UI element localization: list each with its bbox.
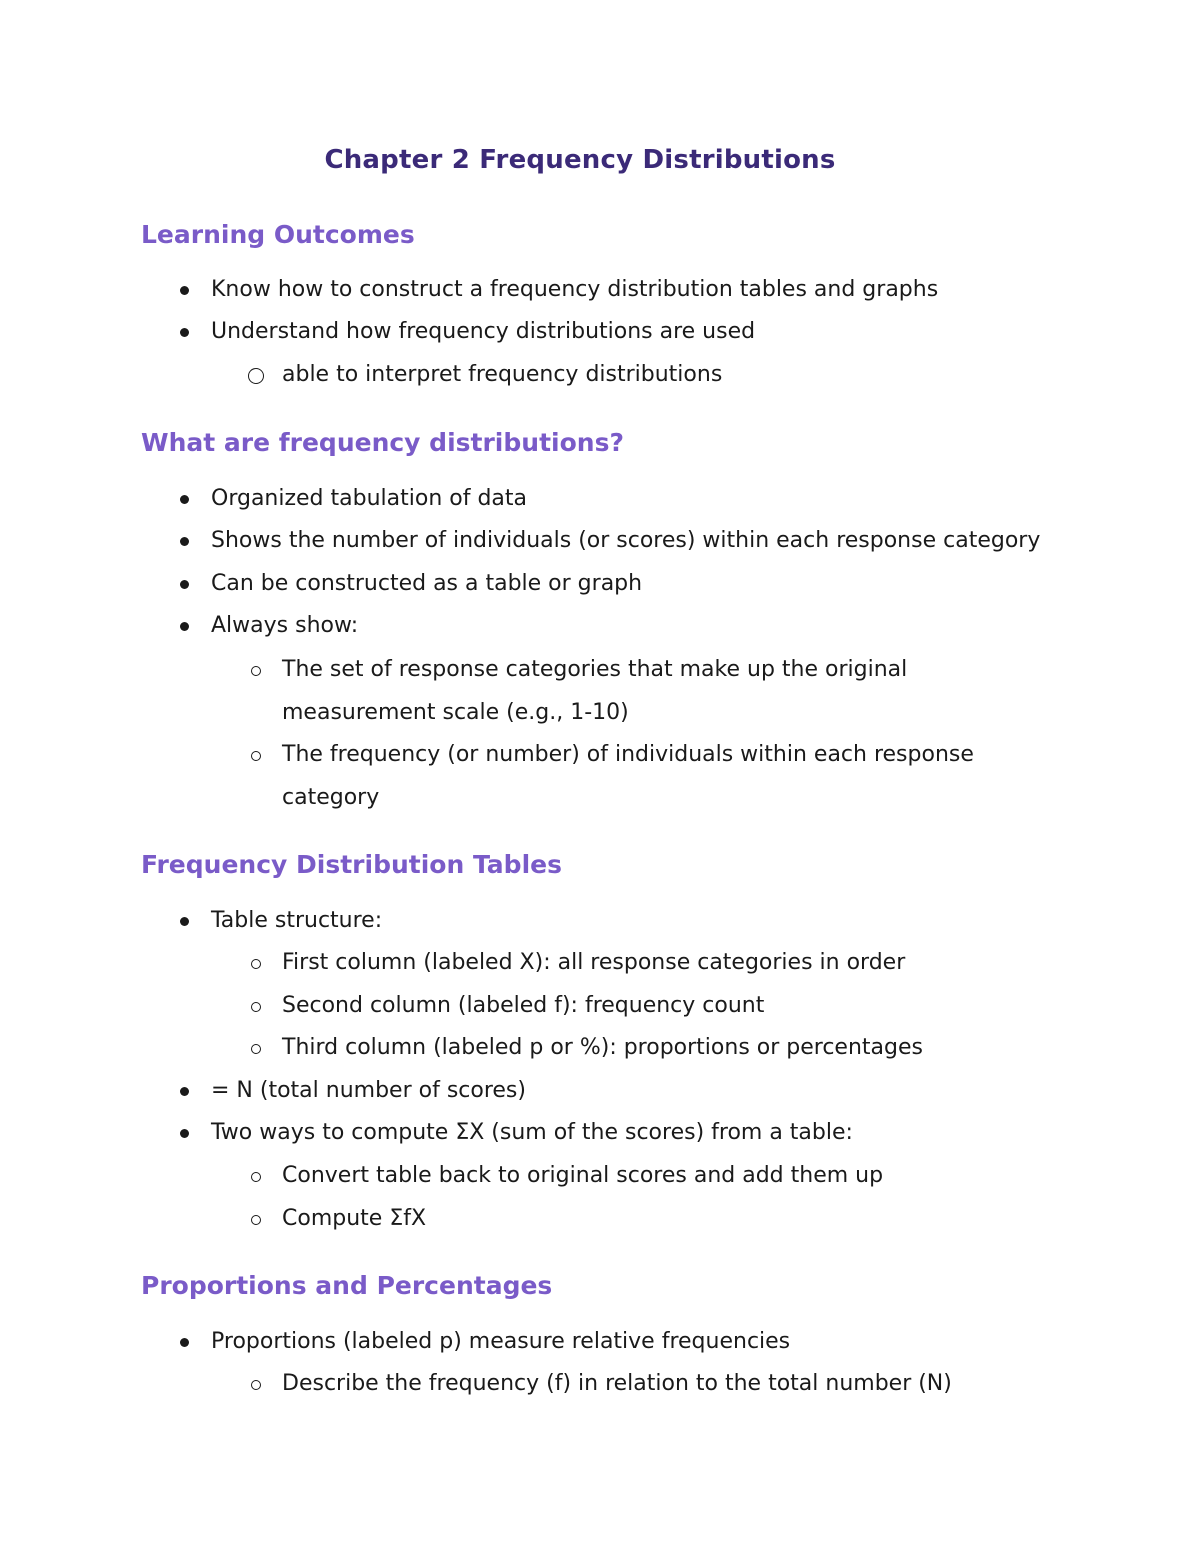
list-item: Know how to construct a frequency distribution tables and graphs (211, 268, 938, 311)
sub-list-item: able to interpret frequency distributions (282, 353, 722, 396)
section-heading-learning-outcomes: Learning Outcomes (141, 220, 415, 249)
section-heading-what-are: What are frequency distributions? (141, 428, 624, 457)
sub-list-item: Describe the frequency (f) in relation to the total number (N) (282, 1362, 952, 1405)
list-item: Proportions (labeled p) measure relative frequencies (211, 1320, 790, 1363)
list-item: = N (total number of scores) (211, 1069, 526, 1112)
hollow-bullet-icon (251, 1002, 261, 1012)
hollow-bullet-icon (251, 1215, 261, 1225)
list-item: Always show: (211, 604, 358, 647)
sub-list-item: First column (labeled X): all response categories in order (282, 941, 905, 984)
list-item: Organized tabulation of data (211, 477, 527, 520)
sub-list-item: Third column (labeled p or %): proportions or percentages (282, 1026, 923, 1069)
bullet-icon (180, 1087, 189, 1096)
sub-list-item: Compute ΣfX (282, 1197, 426, 1240)
bullet-icon (180, 286, 189, 295)
sub-list-item: Second column (labeled f): frequency count (282, 984, 764, 1027)
sub-list-item: The set of response categories that make up the original measurement scale (e.g., 1-10) (282, 648, 982, 734)
bullet-icon (180, 1129, 189, 1138)
section-heading-proportions: Proportions and Percentages (141, 1271, 553, 1300)
bullet-icon (180, 580, 189, 589)
bullet-icon (180, 495, 189, 504)
list-item: Shows the number of individuals (or scores) within each response category (211, 519, 1040, 562)
hollow-bullet-icon (251, 751, 261, 761)
hollow-bullet-icon (248, 368, 264, 384)
hollow-bullet-icon (251, 1172, 261, 1182)
bullet-icon (180, 328, 189, 337)
sub-list-item: Convert table back to original scores and add them up (282, 1154, 883, 1197)
bullet-icon (180, 537, 189, 546)
bullet-icon (180, 622, 189, 631)
bullet-icon (180, 1338, 189, 1347)
list-item: Two ways to compute ΣX (sum of the scores) from a table: (211, 1111, 853, 1154)
list-item: Table structure: (211, 899, 382, 942)
list-item: Understand how frequency distributions are used (211, 310, 755, 353)
section-heading-frequency-tables: Frequency Distribution Tables (141, 850, 562, 879)
page-title: Chapter 2 Frequency Distributions (324, 145, 836, 175)
hollow-bullet-icon (251, 1044, 261, 1054)
hollow-bullet-icon (251, 666, 261, 676)
sub-list-item: The frequency (or number) of individuals within each response category (282, 733, 982, 819)
list-item: Can be constructed as a table or graph (211, 562, 642, 605)
hollow-bullet-icon (251, 1380, 261, 1390)
bullet-icon (180, 917, 189, 926)
hollow-bullet-icon (251, 959, 261, 969)
